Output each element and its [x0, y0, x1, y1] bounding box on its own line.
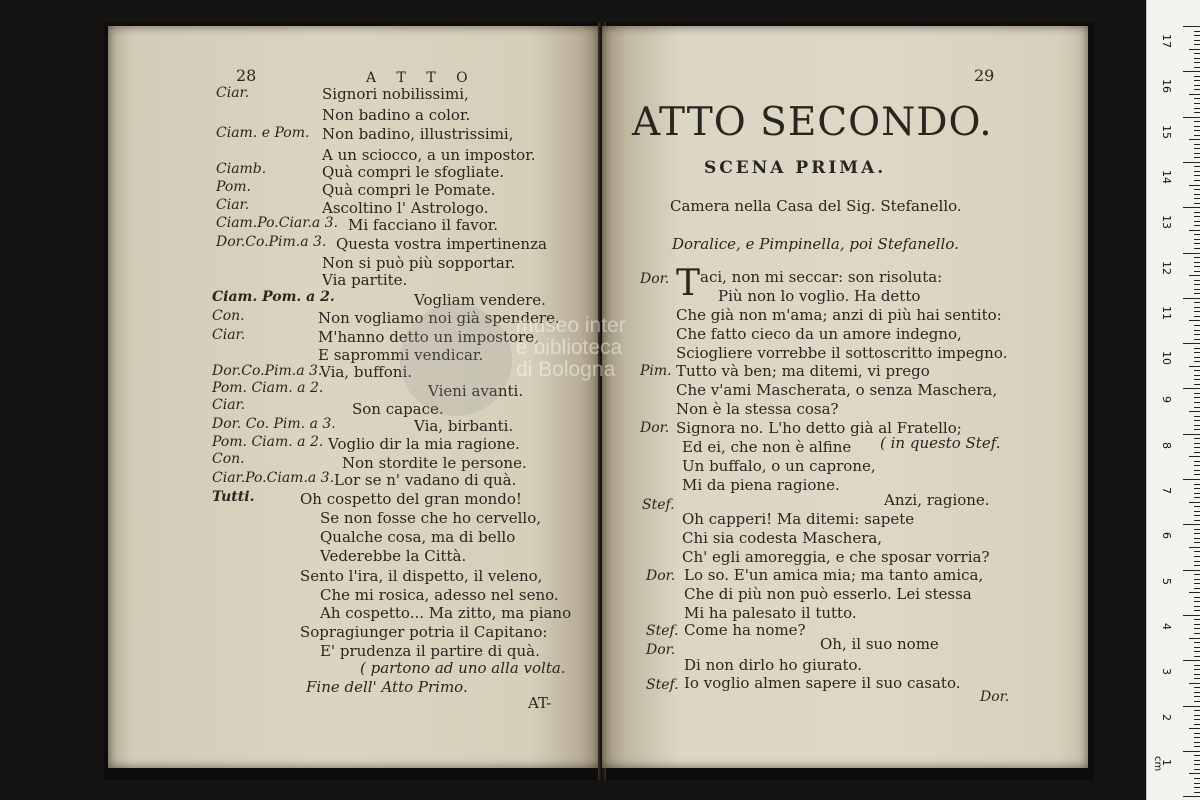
ruler-tick	[1194, 760, 1200, 761]
scene-title: SCENA PRIMA.	[704, 158, 887, 178]
page-number: 29	[974, 66, 995, 85]
speaker: Dor. Co. Pim. a 3.	[212, 416, 336, 432]
ruler-tick	[1183, 615, 1200, 616]
ruler-tick	[1183, 660, 1200, 661]
ruler-tick	[1194, 538, 1200, 539]
ruler-tick	[1194, 330, 1200, 331]
ruler-number: 16	[1160, 79, 1173, 94]
ruler-number: 12	[1160, 260, 1173, 275]
verse-line: Sopragiunger potria il Capitano:	[300, 623, 548, 641]
verse-line: Quà compri le sfogliate.	[322, 163, 505, 181]
ruler-tick	[1194, 597, 1200, 598]
ruler-tick	[1194, 438, 1200, 439]
speaker: Dor.	[646, 642, 676, 658]
ruler-tick	[1189, 320, 1200, 321]
ruler-tick	[1194, 98, 1200, 99]
ruler-tick	[1194, 624, 1200, 625]
ruler-tick	[1194, 302, 1200, 303]
ruler-tick	[1194, 334, 1200, 335]
ruler-tick	[1194, 710, 1200, 711]
speaker: Pom. Ciam. a 2.	[212, 434, 324, 450]
watermark-logo	[400, 304, 512, 416]
ruler-tick	[1194, 461, 1200, 462]
watermark-line: e biblioteca	[516, 336, 623, 359]
ruler-tick	[1194, 769, 1200, 770]
speaker: Stef.	[646, 623, 679, 639]
ruler-tick	[1194, 647, 1200, 648]
ruler-tick	[1194, 783, 1200, 784]
verse-line: Non badino a color.	[322, 106, 471, 124]
ruler-tick	[1194, 370, 1200, 371]
verse-line: Sciogliere vorrebbe il sottoscritto impegno.	[676, 344, 1008, 362]
ruler-tick	[1194, 216, 1200, 217]
ruler-tick	[1194, 89, 1200, 90]
ruler-tick	[1194, 746, 1200, 747]
verse-line: Ascoltino l' Astrologo.	[322, 199, 489, 217]
ruler-tick	[1194, 715, 1200, 716]
ruler-tick	[1194, 31, 1200, 32]
ruler-number: 1	[1160, 758, 1173, 766]
museum-watermark	[400, 304, 720, 524]
ruler-tick	[1194, 656, 1200, 657]
ruler-tick	[1189, 683, 1200, 684]
verse-line: Io voglio almen sapere il suo casato.	[684, 674, 961, 692]
ruler-tick	[1194, 402, 1200, 403]
ruler-tick	[1194, 787, 1200, 788]
verse-line: Vieni avanti.	[428, 382, 524, 400]
ruler-tick	[1183, 253, 1200, 254]
verse-line: Signori nobilissimi,	[322, 85, 469, 103]
ruler-tick	[1189, 230, 1200, 231]
ruler-tick	[1183, 434, 1200, 435]
ruler-tick	[1194, 257, 1200, 258]
verse-line: Via, buffoni.	[320, 363, 413, 381]
ruler-tick	[1194, 778, 1200, 779]
stage-direction: ( partono ad uno alla volta.	[360, 659, 566, 677]
speaker: Dor.Co.Pim.a 3.	[212, 363, 323, 379]
verse-line: Oh cospetto del gran mondo!	[300, 490, 522, 508]
ruler-tick	[1194, 556, 1200, 557]
ruler-tick	[1194, 443, 1200, 444]
ruler-tick	[1194, 588, 1200, 589]
speaker: Ciar.Po.Ciam.a 3.	[212, 470, 335, 486]
speaker: Pim.	[640, 363, 672, 379]
ruler-tick	[1194, 561, 1200, 562]
ruler-tick	[1194, 601, 1200, 602]
speaker: Ciamb.	[216, 161, 267, 177]
speaker: Ciar.	[212, 397, 246, 413]
ruler-tick	[1194, 203, 1200, 204]
verse-line: Ch' egli amoreggia, e che sposar vorria?	[682, 548, 990, 566]
verse-line: Ah cospetto... Ma zitto, ma piano	[320, 604, 572, 622]
ruler-tick	[1194, 520, 1200, 521]
ruler-tick	[1194, 284, 1200, 285]
verse-line: Sento l'ira, il dispetto, il veleno,	[300, 567, 543, 585]
ruler-tick	[1194, 44, 1200, 45]
speaker: Ciar.	[212, 327, 246, 343]
ruler-tick	[1183, 162, 1200, 163]
speaker: Pom.	[216, 179, 252, 195]
ruler-tick	[1189, 275, 1200, 276]
verse-line: E saprommi vendicar.	[318, 346, 484, 364]
verse-line: Lor se n' vadano di quà.	[334, 471, 517, 489]
ruler-tick	[1194, 687, 1200, 688]
verse-line: Via, birbanti.	[414, 417, 514, 435]
ruler-tick	[1189, 547, 1200, 548]
verse-line: A un sciocco, a un impostor.	[322, 146, 536, 164]
ruler-tick	[1194, 153, 1200, 154]
ruler-tick	[1189, 185, 1200, 186]
ruler-tick	[1194, 325, 1200, 326]
ruler-tick	[1194, 719, 1200, 720]
running-head: A T T O	[366, 70, 476, 86]
ruler-tick	[1183, 751, 1200, 752]
ruler-tick	[1194, 742, 1200, 743]
verse-line: M'hanno detto un impostore,	[318, 328, 539, 346]
ruler-tick	[1189, 773, 1200, 774]
catchword: AT-	[528, 694, 552, 712]
verse-line: Non stordite le persone.	[342, 454, 527, 472]
ruler-tick	[1194, 678, 1200, 679]
verse-line: Non vogliamo noi già spendere.	[318, 309, 560, 327]
ruler-tick	[1194, 696, 1200, 697]
verse-line: Vederebbe la Città.	[320, 547, 467, 565]
speaker: Ciar.	[216, 85, 250, 101]
ruler-tick	[1194, 665, 1200, 666]
ruler-tick	[1183, 117, 1200, 118]
ruler-tick	[1194, 447, 1200, 448]
ruler-tick	[1189, 638, 1200, 639]
ruler-tick	[1194, 397, 1200, 398]
ruler-tick	[1194, 171, 1200, 172]
ruler-tick	[1194, 189, 1200, 190]
ruler-tick	[1189, 456, 1200, 457]
ruler-tick	[1183, 796, 1200, 797]
speaker: Ciam. Pom. a 2.	[212, 289, 335, 305]
watermark-line: di Bologna	[516, 358, 616, 381]
ruler-tick	[1189, 592, 1200, 593]
verse-line: Tutto và ben; ma ditemi, vi prego	[676, 362, 930, 380]
ruler-tick	[1194, 248, 1200, 249]
ruler-tick	[1194, 112, 1200, 113]
verse-line: Vogliam vendere.	[414, 291, 546, 309]
ruler-tick	[1183, 207, 1200, 208]
ruler-tick	[1194, 121, 1200, 122]
ruler-tick	[1194, 194, 1200, 195]
verse-line: Che v'ami Mascherata, o senza Maschera,	[676, 381, 998, 399]
ruler-tick	[1194, 180, 1200, 181]
act-title: ATTO SECONDO.	[632, 100, 993, 145]
verse-line: Che fatto cieco da un amore indegno,	[676, 325, 962, 343]
speaker: Ciam.Po.Ciar.a 3.	[216, 215, 339, 231]
ruler-number: 15	[1160, 124, 1173, 139]
watermark-line: museo inter	[516, 314, 626, 337]
verse-line: Chi sia codesta Maschera,	[682, 529, 883, 547]
ruler-tick	[1194, 511, 1200, 512]
ruler-tick	[1194, 361, 1200, 362]
ruler-tick	[1194, 144, 1200, 145]
act-end: Fine dell' Atto Primo.	[306, 678, 468, 696]
speaker: Stef.	[646, 677, 679, 693]
ruler-number: 7	[1160, 487, 1173, 494]
ruler-tick	[1189, 49, 1200, 50]
ruler-number: 6	[1160, 532, 1173, 540]
ruler-tick	[1194, 737, 1200, 738]
ruler-tick	[1189, 411, 1200, 412]
verse-line: Lo so. E'un amica mia; ma tanto amica,	[684, 566, 984, 584]
ruler-tick	[1194, 579, 1200, 580]
ruler-tick	[1194, 425, 1200, 426]
ruler-tick	[1194, 583, 1200, 584]
ruler-tick	[1194, 551, 1200, 552]
verse-line: Di non dirlo ho giurato.	[684, 656, 863, 674]
ruler-tick	[1194, 497, 1200, 498]
ruler-number: 3	[1160, 668, 1173, 676]
ruler-tick	[1194, 764, 1200, 765]
ruler-number: 13	[1160, 215, 1173, 230]
ruler-tick	[1194, 506, 1200, 507]
ruler-tick	[1194, 357, 1200, 358]
speaker: Stef.	[642, 497, 675, 513]
verse-line: Signora no. L'ho detto già al Fratello;	[676, 419, 962, 437]
ruler-tick	[1194, 316, 1200, 317]
ruler-tick	[1194, 755, 1200, 756]
ruler-tick	[1194, 610, 1200, 611]
ruler-tick	[1183, 570, 1200, 571]
ruler-tick	[1194, 130, 1200, 131]
ruler-number: 10	[1160, 351, 1173, 366]
ruler-tick	[1194, 234, 1200, 235]
ruler-tick	[1194, 103, 1200, 104]
ruler-tick	[1194, 166, 1200, 167]
speaker: Con.	[212, 308, 245, 324]
ruler-tick	[1194, 375, 1200, 376]
ruler-tick	[1194, 484, 1200, 485]
verse-line: Anzi, ragione.	[884, 491, 990, 509]
measuring-ruler	[1146, 0, 1200, 800]
ruler-tick	[1194, 175, 1200, 176]
speaker: Dor.Co.Pim.a 3.	[216, 234, 327, 250]
verse-line: Ed ei, che non è alfine	[682, 438, 852, 456]
ruler-tick	[1194, 533, 1200, 534]
drop-cap: T	[676, 263, 701, 304]
ruler-tick	[1189, 94, 1200, 95]
ruler-tick	[1194, 352, 1200, 353]
speaker: Dor.	[640, 420, 670, 436]
ruler-tick	[1194, 135, 1200, 136]
scene-setting: Camera nella Casa del Sig. Stefanello.	[670, 197, 962, 215]
ruler-tick	[1194, 470, 1200, 471]
speaker: Pom. Ciam. a 2.	[212, 380, 324, 396]
ruler-tick	[1194, 289, 1200, 290]
ruler-tick	[1194, 266, 1200, 267]
ruler-tick	[1194, 384, 1200, 385]
ruler-tick	[1194, 792, 1200, 793]
ruler-tick	[1194, 157, 1200, 158]
verse-line: Se non fosse che ho cervello,	[320, 509, 542, 527]
catchword: Dor.	[980, 689, 1010, 705]
ruler-tick	[1194, 692, 1200, 693]
ruler-tick	[1194, 619, 1200, 620]
ruler-tick	[1183, 71, 1200, 72]
verse-line: Mi da piena ragione.	[682, 476, 840, 494]
ruler-tick	[1194, 452, 1200, 453]
verse-line: Voglio dir la mia ragione.	[328, 435, 520, 453]
ruler-tick	[1194, 348, 1200, 349]
ruler-tick	[1194, 574, 1200, 575]
ruler-tick	[1189, 139, 1200, 140]
ruler-tick	[1183, 26, 1200, 27]
ruler-tick	[1194, 198, 1200, 199]
ruler-tick	[1194, 515, 1200, 516]
ruler-tick	[1194, 53, 1200, 54]
ruler-tick	[1194, 271, 1200, 272]
verse-line: Più non lo voglio. Ha detto	[718, 287, 921, 305]
ruler-tick	[1194, 126, 1200, 127]
ruler-tick	[1194, 565, 1200, 566]
ruler-tick	[1194, 651, 1200, 652]
ruler-number: 17	[1160, 34, 1173, 48]
ruler-tick	[1194, 493, 1200, 494]
ruler-tick	[1194, 239, 1200, 240]
ruler-tick	[1183, 343, 1200, 344]
ruler-tick	[1194, 221, 1200, 222]
verse-line: Non si può più sopportar.	[322, 254, 516, 272]
verse-line: Mi facciano il favor.	[348, 216, 499, 234]
speaker: Con.	[212, 451, 245, 467]
ruler-tick	[1194, 212, 1200, 213]
ruler-unit: cm	[1152, 756, 1163, 772]
ruler-tick	[1194, 407, 1200, 408]
ruler-tick	[1189, 728, 1200, 729]
ruler-tick	[1183, 388, 1200, 389]
ruler-tick	[1194, 307, 1200, 308]
ruler-number: 8	[1160, 441, 1173, 449]
verse-line: Questa vostra impertinenza	[336, 235, 547, 253]
verse-line: Che già non m'ama; anzi di più hai sentito:	[676, 306, 1002, 324]
ruler-tick	[1194, 40, 1200, 41]
verse-line: Via partite.	[322, 271, 408, 289]
ruler-tick	[1183, 298, 1200, 299]
ruler-tick	[1194, 669, 1200, 670]
verse-line: Non è la stessa cosa?	[676, 400, 839, 418]
ruler-tick	[1194, 379, 1200, 380]
ruler-tick	[1194, 420, 1200, 421]
ruler-tick	[1189, 366, 1200, 367]
verse-line: aci, non mi seccar: son risoluta:	[700, 268, 943, 286]
verse-line: Quà compri le Pomate.	[322, 181, 496, 199]
page-number: 28	[236, 66, 257, 85]
ruler-tick	[1194, 733, 1200, 734]
ruler-tick	[1194, 108, 1200, 109]
ruler-tick	[1194, 529, 1200, 530]
ruler-tick	[1183, 479, 1200, 480]
verse-line: Che mi rosica, adesso nel seno.	[320, 586, 559, 604]
speaker: Tutti.	[212, 489, 255, 505]
ruler-number: 14	[1160, 169, 1173, 184]
ruler-tick	[1194, 642, 1200, 643]
verse-line: Son capace.	[352, 400, 444, 418]
ruler-tick	[1194, 148, 1200, 149]
ruler-tick	[1194, 724, 1200, 725]
ruler-tick	[1194, 225, 1200, 226]
ruler-tick	[1194, 80, 1200, 81]
ruler-tick	[1194, 488, 1200, 489]
verse-line: E' prudenza il partire di quà.	[320, 642, 540, 660]
ruler-tick	[1194, 633, 1200, 634]
ruler-tick	[1194, 701, 1200, 702]
verse-line: Un buffalo, o un caprone,	[682, 457, 876, 475]
ruler-tick	[1194, 393, 1200, 394]
ruler-tick	[1194, 293, 1200, 294]
ruler-number: 5	[1160, 577, 1173, 585]
ruler-tick	[1194, 674, 1200, 675]
ruler-tick	[1194, 311, 1200, 312]
ruler-tick	[1194, 542, 1200, 543]
ruler-tick	[1194, 76, 1200, 77]
verse-line: Oh, il suo nome	[820, 635, 939, 653]
speaker: Dor.	[640, 271, 670, 287]
ruler-number: 11	[1160, 305, 1173, 320]
ruler-number: 9	[1160, 396, 1173, 404]
verse-line: Mi ha palesato il tutto.	[684, 604, 857, 622]
ruler-tick	[1189, 502, 1200, 503]
ruler-tick	[1194, 280, 1200, 281]
ruler-tick	[1194, 465, 1200, 466]
ruler-tick	[1183, 706, 1200, 707]
verse-line: Qualche cosa, ma di bello	[320, 528, 516, 546]
ruler-tick	[1194, 67, 1200, 68]
ruler-tick	[1194, 416, 1200, 417]
ruler-tick	[1194, 243, 1200, 244]
ruler-number: 2	[1160, 713, 1173, 721]
ruler-tick	[1194, 474, 1200, 475]
verse-line: Non badino, illustrissimi,	[322, 125, 514, 143]
verse-line: Oh capperi! Ma ditemi: sapete	[682, 510, 915, 528]
ruler-tick	[1183, 524, 1200, 525]
ruler-tick	[1194, 628, 1200, 629]
ruler-tick	[1194, 35, 1200, 36]
verse-line: Come ha nome?	[684, 621, 806, 639]
speaker: Ciam. e Pom.	[216, 125, 310, 141]
ruler-tick	[1194, 262, 1200, 263]
ruler-tick	[1194, 58, 1200, 59]
stage-direction: ( in questo Stef.	[880, 434, 1001, 452]
ruler-tick	[1194, 429, 1200, 430]
speaker: Ciar.	[216, 197, 250, 213]
verse-line: Che di più non può esserlo. Lei stessa	[684, 585, 972, 603]
speaker: Dor.	[646, 568, 676, 584]
ruler-tick	[1194, 339, 1200, 340]
ruler-tick	[1194, 62, 1200, 63]
character-list: Doralice, e Pimpinella, poi Stefanello.	[672, 235, 959, 253]
ruler-number: 4	[1160, 622, 1173, 630]
ruler-tick	[1194, 606, 1200, 607]
ruler-tick	[1194, 85, 1200, 86]
